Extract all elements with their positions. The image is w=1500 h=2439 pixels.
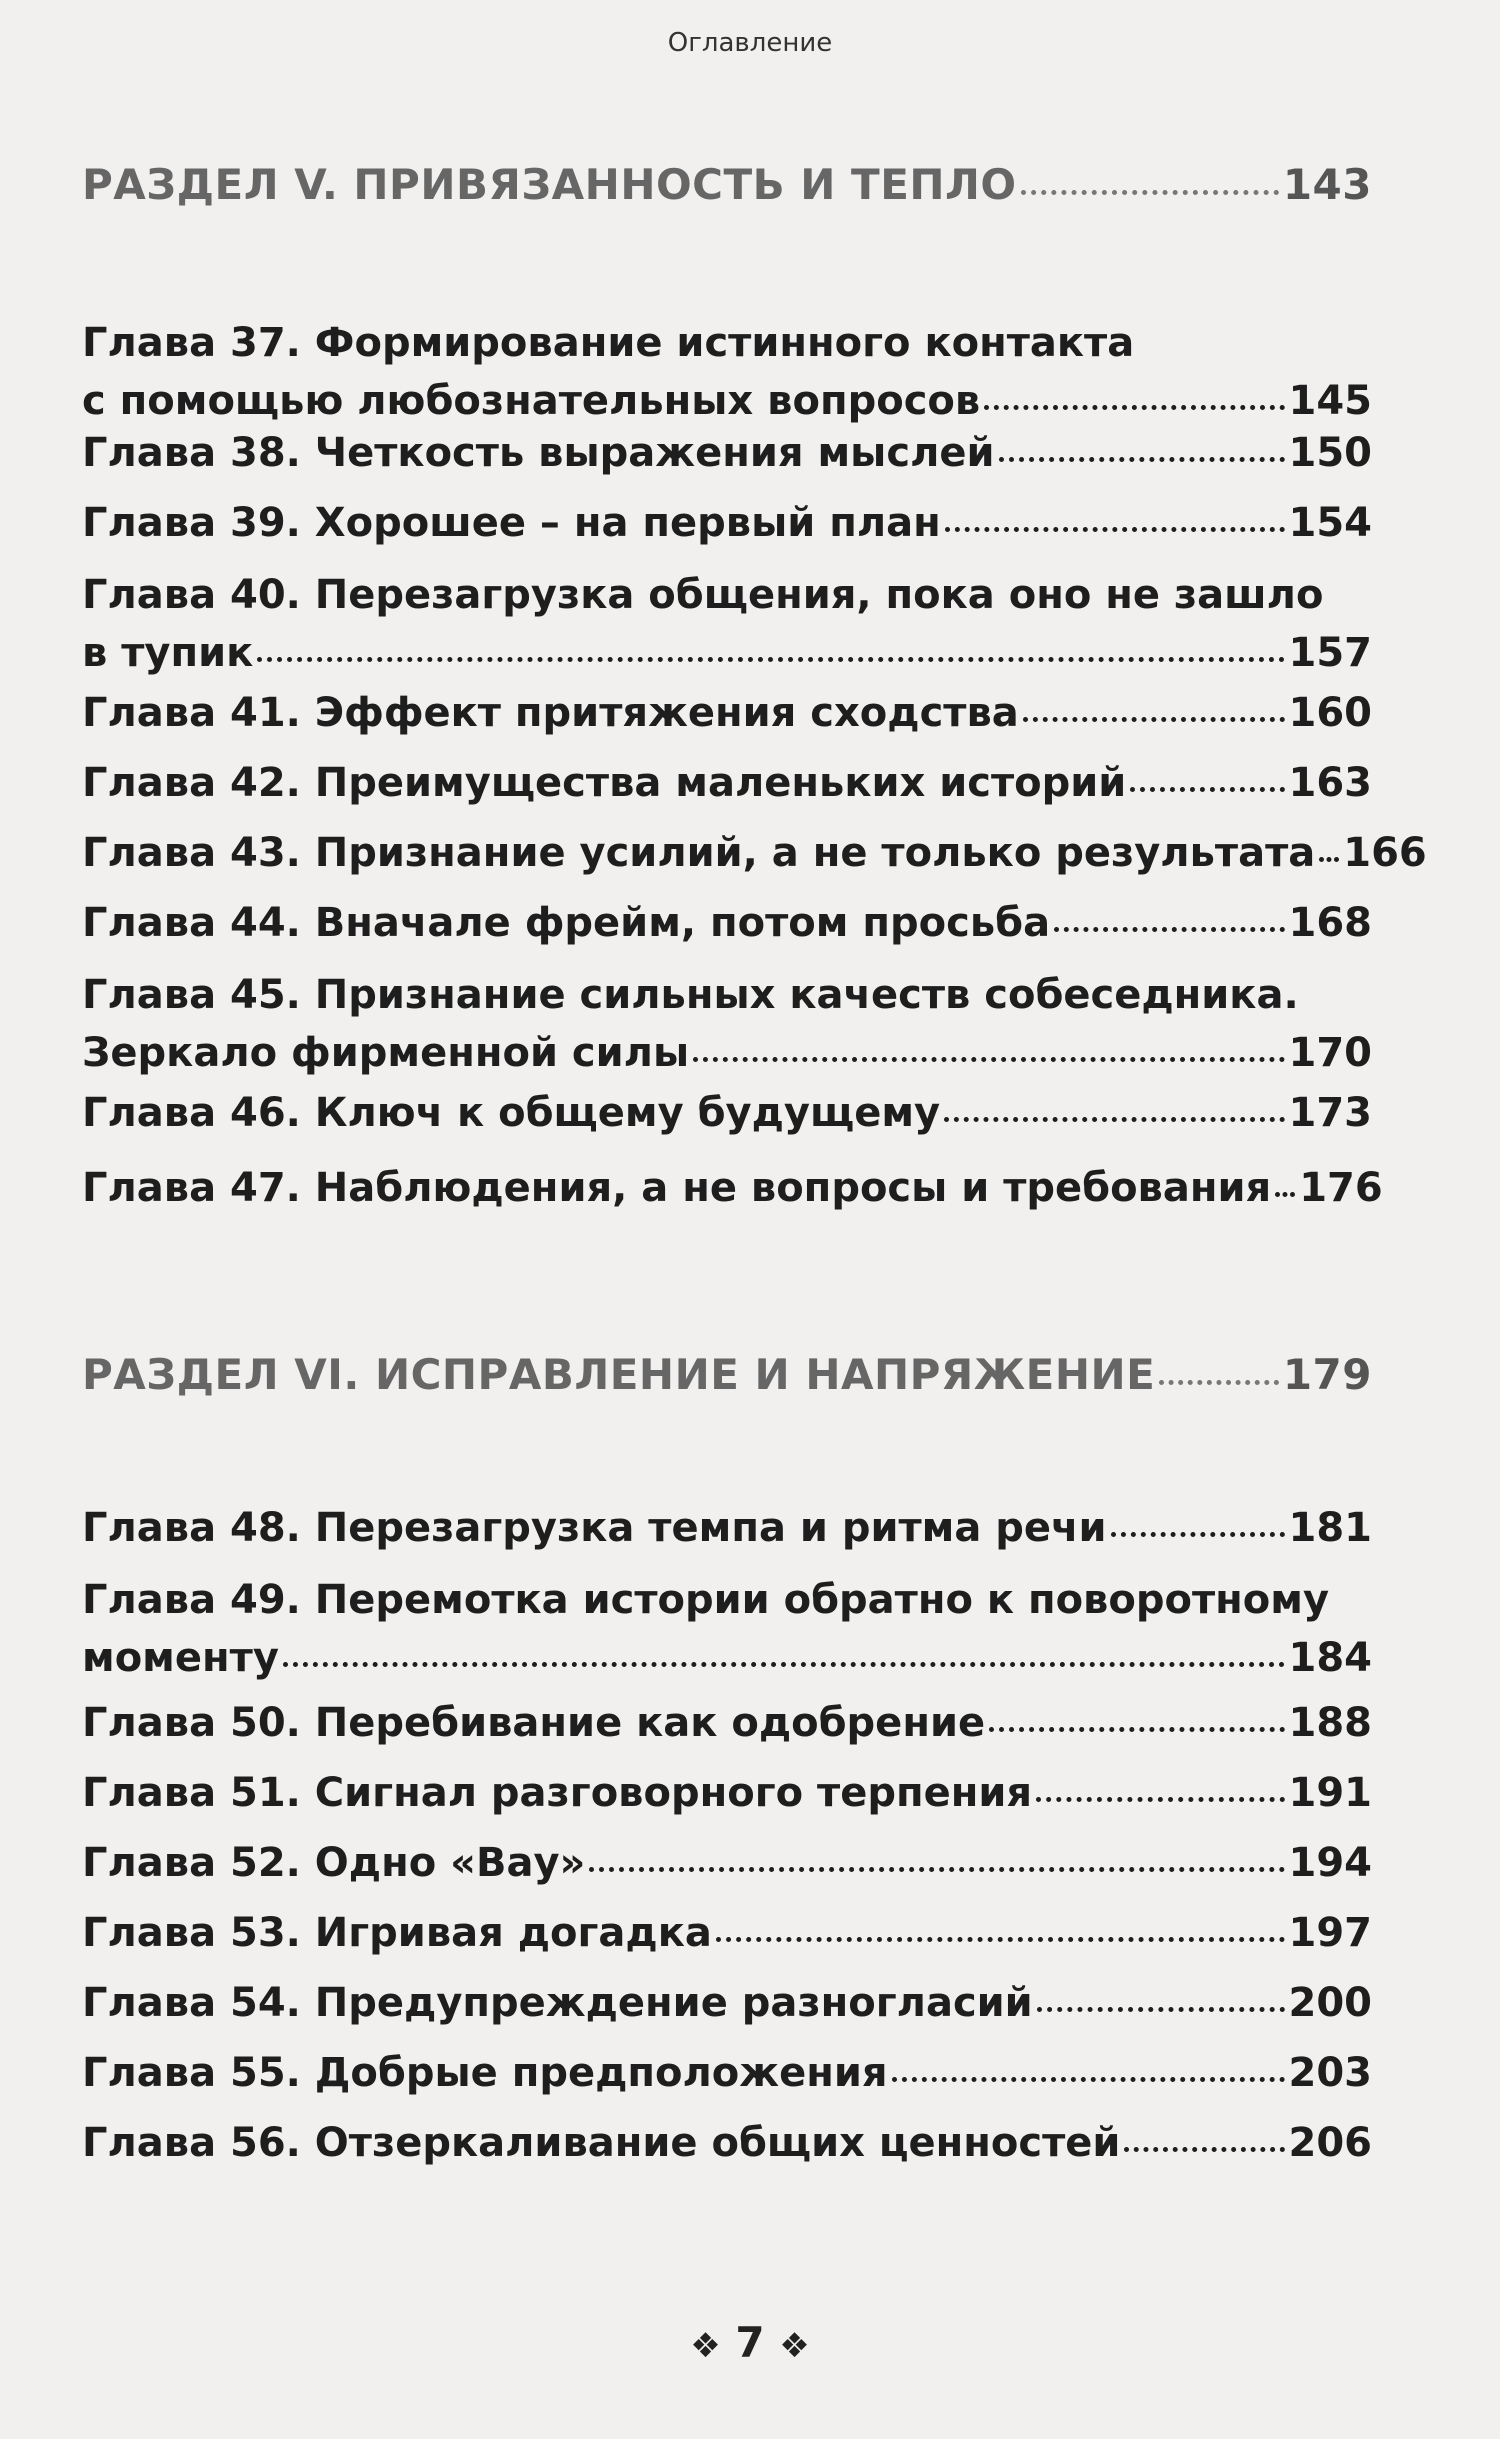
dot-leader (1319, 857, 1339, 862)
chapter-page-number: 157 (1288, 630, 1372, 676)
toc-entry[interactable] (82, 318, 1372, 424)
chapter-title-line: Глава 55. Добрые предположения (82, 2050, 888, 2096)
chapter-row (82, 1165, 1383, 1211)
dot-leader (1023, 717, 1285, 722)
chapter-row (82, 500, 1372, 546)
chapter-title-line: Глава 48. Перезагрузка темпа и ритма речи (82, 1505, 1107, 1551)
dot-leader (589, 1867, 1284, 1872)
dot-leader (1111, 1532, 1285, 1537)
chapter-title-line: Глава 50. Перебивание как одобрение (82, 1700, 986, 1746)
chapter-title-line: Зеркало фирменной силы (82, 1030, 690, 1076)
chapter-page-number: 176 (1299, 1165, 1383, 1211)
chapter-page-number: 184 (1288, 1635, 1372, 1681)
toc-entry[interactable] (82, 760, 1372, 806)
chapter-row (82, 1635, 1372, 1681)
chapter-row (82, 1770, 1372, 1816)
section-page-number: 179 (1282, 1350, 1372, 1399)
toc-entry[interactable] (82, 1505, 1372, 1551)
chapter-page-number: 188 (1288, 1700, 1372, 1746)
chapter-page-number: 197 (1288, 1910, 1372, 1956)
chapter-title-line: Глава 46. Ключ к общему будущему (82, 1090, 941, 1136)
chapter-row (82, 690, 1372, 736)
chapter-title-line: Глава 52. Одно «Вау» (82, 1840, 586, 1886)
dot-leader (945, 527, 1285, 532)
section-heading (82, 160, 1372, 209)
chapter-page-number: 181 (1288, 1505, 1372, 1551)
dot-leader (1054, 927, 1284, 932)
toc-entry[interactable] (82, 1700, 1372, 1746)
toc-entry[interactable] (82, 570, 1372, 676)
chapter-page-number: 203 (1288, 2050, 1372, 2096)
dot-leader (283, 1662, 1285, 1667)
chapter-title-line: в тупик (82, 630, 254, 676)
dot-leader (257, 657, 1284, 662)
dot-leader (984, 405, 1284, 410)
chapter-title-line: Глава 53. Игривая догадка (82, 1910, 712, 1956)
chapter-title-line: с помощью любознательных вопросов (82, 378, 981, 424)
toc-entry[interactable] (82, 1575, 1372, 1681)
chapter-page-number: 206 (1288, 2120, 1372, 2166)
section-heading (82, 1350, 1372, 1399)
dot-leader (1037, 2007, 1285, 2012)
chapter-page-number: 166 (1343, 830, 1427, 876)
chapter-row (82, 630, 1372, 676)
dot-leader (892, 2077, 1285, 2082)
toc-entry[interactable] (82, 430, 1372, 476)
chapter-row (82, 1700, 1372, 1746)
chapter-title-line: Глава 41. Эффект притяжения сходства (82, 690, 1019, 736)
toc-entry[interactable] (82, 690, 1372, 736)
chapter-row (82, 2120, 1372, 2166)
dot-leader (1275, 1192, 1295, 1197)
toc-entry[interactable] (82, 1840, 1372, 1886)
chapter-title-line: Глава 56. Отзеркаливание общих ценностей (82, 2120, 1121, 2166)
toc-entry[interactable] (82, 2120, 1372, 2166)
toc-entry[interactable] (82, 970, 1372, 1076)
chapter-title-line: Глава 43. Признание усилий, а не только результата (82, 830, 1316, 876)
dot-leader (1036, 1797, 1284, 1802)
chapter-row (82, 1980, 1372, 2026)
toc-entry[interactable] (82, 900, 1372, 946)
chapter-page-number: 163 (1288, 760, 1372, 806)
chapter-row (82, 2050, 1372, 2096)
chapter-row (82, 1030, 1372, 1076)
toc-entry[interactable] (82, 1770, 1372, 1816)
chapter-row (82, 1090, 1372, 1136)
chapter-title-line: Глава 38. Четкость выражения мыслей (82, 430, 995, 476)
running-header: Оглавление (667, 28, 833, 58)
chapter-row (82, 760, 1372, 806)
chapter-page-number: 150 (1288, 430, 1372, 476)
toc-entry[interactable] (82, 1090, 1372, 1136)
chapter-row (82, 378, 1372, 424)
chapter-page-number: 168 (1288, 900, 1372, 946)
chapter-row (82, 900, 1372, 946)
chapter-page-number: 194 (1288, 1840, 1372, 1886)
dot-leader (1130, 787, 1284, 792)
dot-leader (944, 1117, 1284, 1122)
chapter-row (82, 1840, 1372, 1886)
toc-entry[interactable] (82, 1980, 1372, 2026)
page-number: 7 (735, 2318, 765, 2367)
chapter-page-number: 160 (1288, 690, 1372, 736)
toc-entry[interactable] (82, 2050, 1372, 2096)
toc-entry[interactable] (82, 500, 1372, 546)
dot-leader (999, 457, 1285, 462)
chapter-row (82, 1910, 1372, 1956)
ornament-right-icon: ❖ (779, 2326, 810, 2366)
dot-leader (1124, 2147, 1284, 2152)
page-footer (0, 2318, 1500, 2367)
chapter-title-line: Глава 39. Хорошее – на первый план (82, 500, 941, 546)
chapter-title-line: Глава 44. Вначале фрейм, потом просьба (82, 900, 1051, 946)
toc-entry[interactable] (82, 1165, 1383, 1211)
chapter-title-line: Глава 45. Признание сильных качеств собеседника. (82, 972, 1299, 1018)
chapter-page-number: 145 (1288, 378, 1372, 424)
chapter-title-line: Глава 49. Перемотка истории обратно к поворотному (82, 1577, 1330, 1623)
dot-leader (693, 1057, 1284, 1062)
dot-leader (989, 1727, 1284, 1732)
chapter-row (82, 1505, 1372, 1551)
chapter-page-number: 173 (1288, 1090, 1372, 1136)
chapter-page-number: 200 (1288, 1980, 1372, 2026)
chapter-title-line: Глава 42. Преимущества маленьких историй (82, 760, 1127, 806)
chapter-row (82, 830, 1427, 876)
chapter-title-line: моменту (82, 1635, 279, 1681)
chapter-page-number: 154 (1288, 500, 1372, 546)
chapter-title-line: Глава 47. Наблюдения, а не вопросы и требования (82, 1165, 1272, 1211)
chapter-page-number: 170 (1288, 1030, 1372, 1076)
section-title: РАЗДЕЛ V. ПРИВЯЗАННОСТЬ И ТЕПЛО (82, 160, 1017, 209)
section-title: РАЗДЕЛ VI. ИСПРАВЛЕНИЕ И НАПРЯЖЕНИЕ (82, 1350, 1156, 1399)
ornament-left-icon: ❖ (690, 2326, 721, 2366)
dot-leader (716, 1937, 1285, 1942)
chapter-row (82, 430, 1372, 476)
chapter-title-line: Глава 54. Предупреждение разногласий (82, 1980, 1033, 2026)
section-page-number: 143 (1282, 160, 1372, 209)
chapter-title-line: Глава 51. Сигнал разговорного терпения (82, 1770, 1033, 1816)
dot-leader (1159, 1380, 1278, 1385)
toc-entry[interactable] (82, 1910, 1372, 1956)
chapter-title-line: Глава 40. Перезагрузка общения, пока оно не зашло (82, 572, 1324, 618)
dot-leader (1021, 190, 1279, 195)
toc-entry[interactable] (82, 830, 1427, 876)
chapter-title-line: Глава 37. Формирование истинного контакта (82, 320, 1135, 366)
chapter-page-number: 191 (1288, 1770, 1372, 1816)
